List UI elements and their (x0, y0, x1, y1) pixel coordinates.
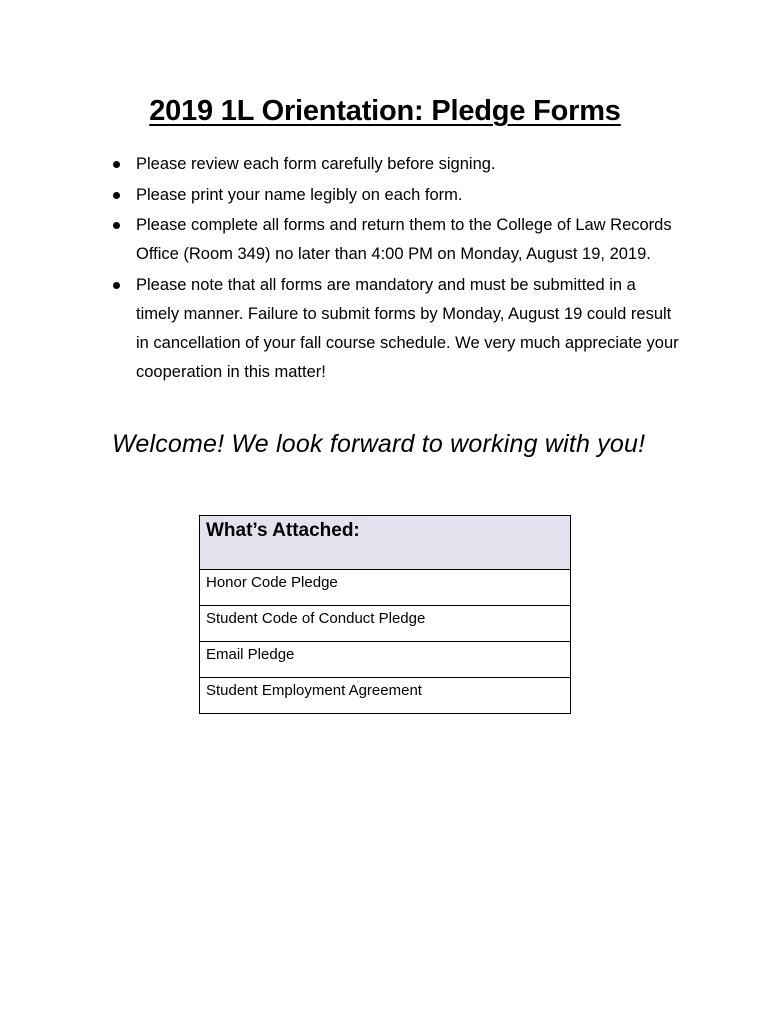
instruction-item (113, 211, 683, 269)
table-row (200, 606, 571, 642)
attachments-table (199, 515, 571, 714)
instruction-item (113, 181, 683, 210)
bullet-icon (113, 282, 120, 289)
instruction-item (113, 271, 683, 387)
bullet-icon (113, 161, 120, 168)
welcome-message: Welcome! We look forward to working with you! (112, 430, 646, 458)
attachment-item: Student Code of Conduct Pledge (200, 606, 571, 642)
table-row (200, 678, 571, 714)
attachment-item: Honor Code Pledge (200, 570, 571, 606)
instruction-text: Please print your name legibly on each form. (136, 185, 463, 204)
instruction-text: Please complete all forms and return them to the College of Law Records Office (Room 349) no later than 4:00 PM on Monday, August 19, 2019. (136, 216, 672, 263)
attachments-header: What’s Attached: (200, 516, 571, 570)
attachment-item: Email Pledge (200, 642, 571, 678)
instruction-list (113, 150, 683, 388)
page-title: 2019 1L Orientation: Pledge Forms (149, 95, 621, 127)
attachment-item: Student Employment Agreement (200, 678, 571, 714)
instruction-item (113, 150, 683, 179)
bullet-icon (113, 192, 120, 199)
instruction-text: Please review each form carefully before signing. (136, 155, 496, 173)
table-row (200, 570, 571, 606)
instruction-text: Please note that all forms are mandatory and must be submitted in a timely manner. Failure to submit forms by Monday, August 19 could result in cancellation of your fall course schedule. We very much appreciate your cooperation in this matter! (136, 275, 679, 381)
table-header-row (200, 516, 571, 570)
table-row (200, 642, 571, 678)
bullet-icon (113, 222, 120, 229)
